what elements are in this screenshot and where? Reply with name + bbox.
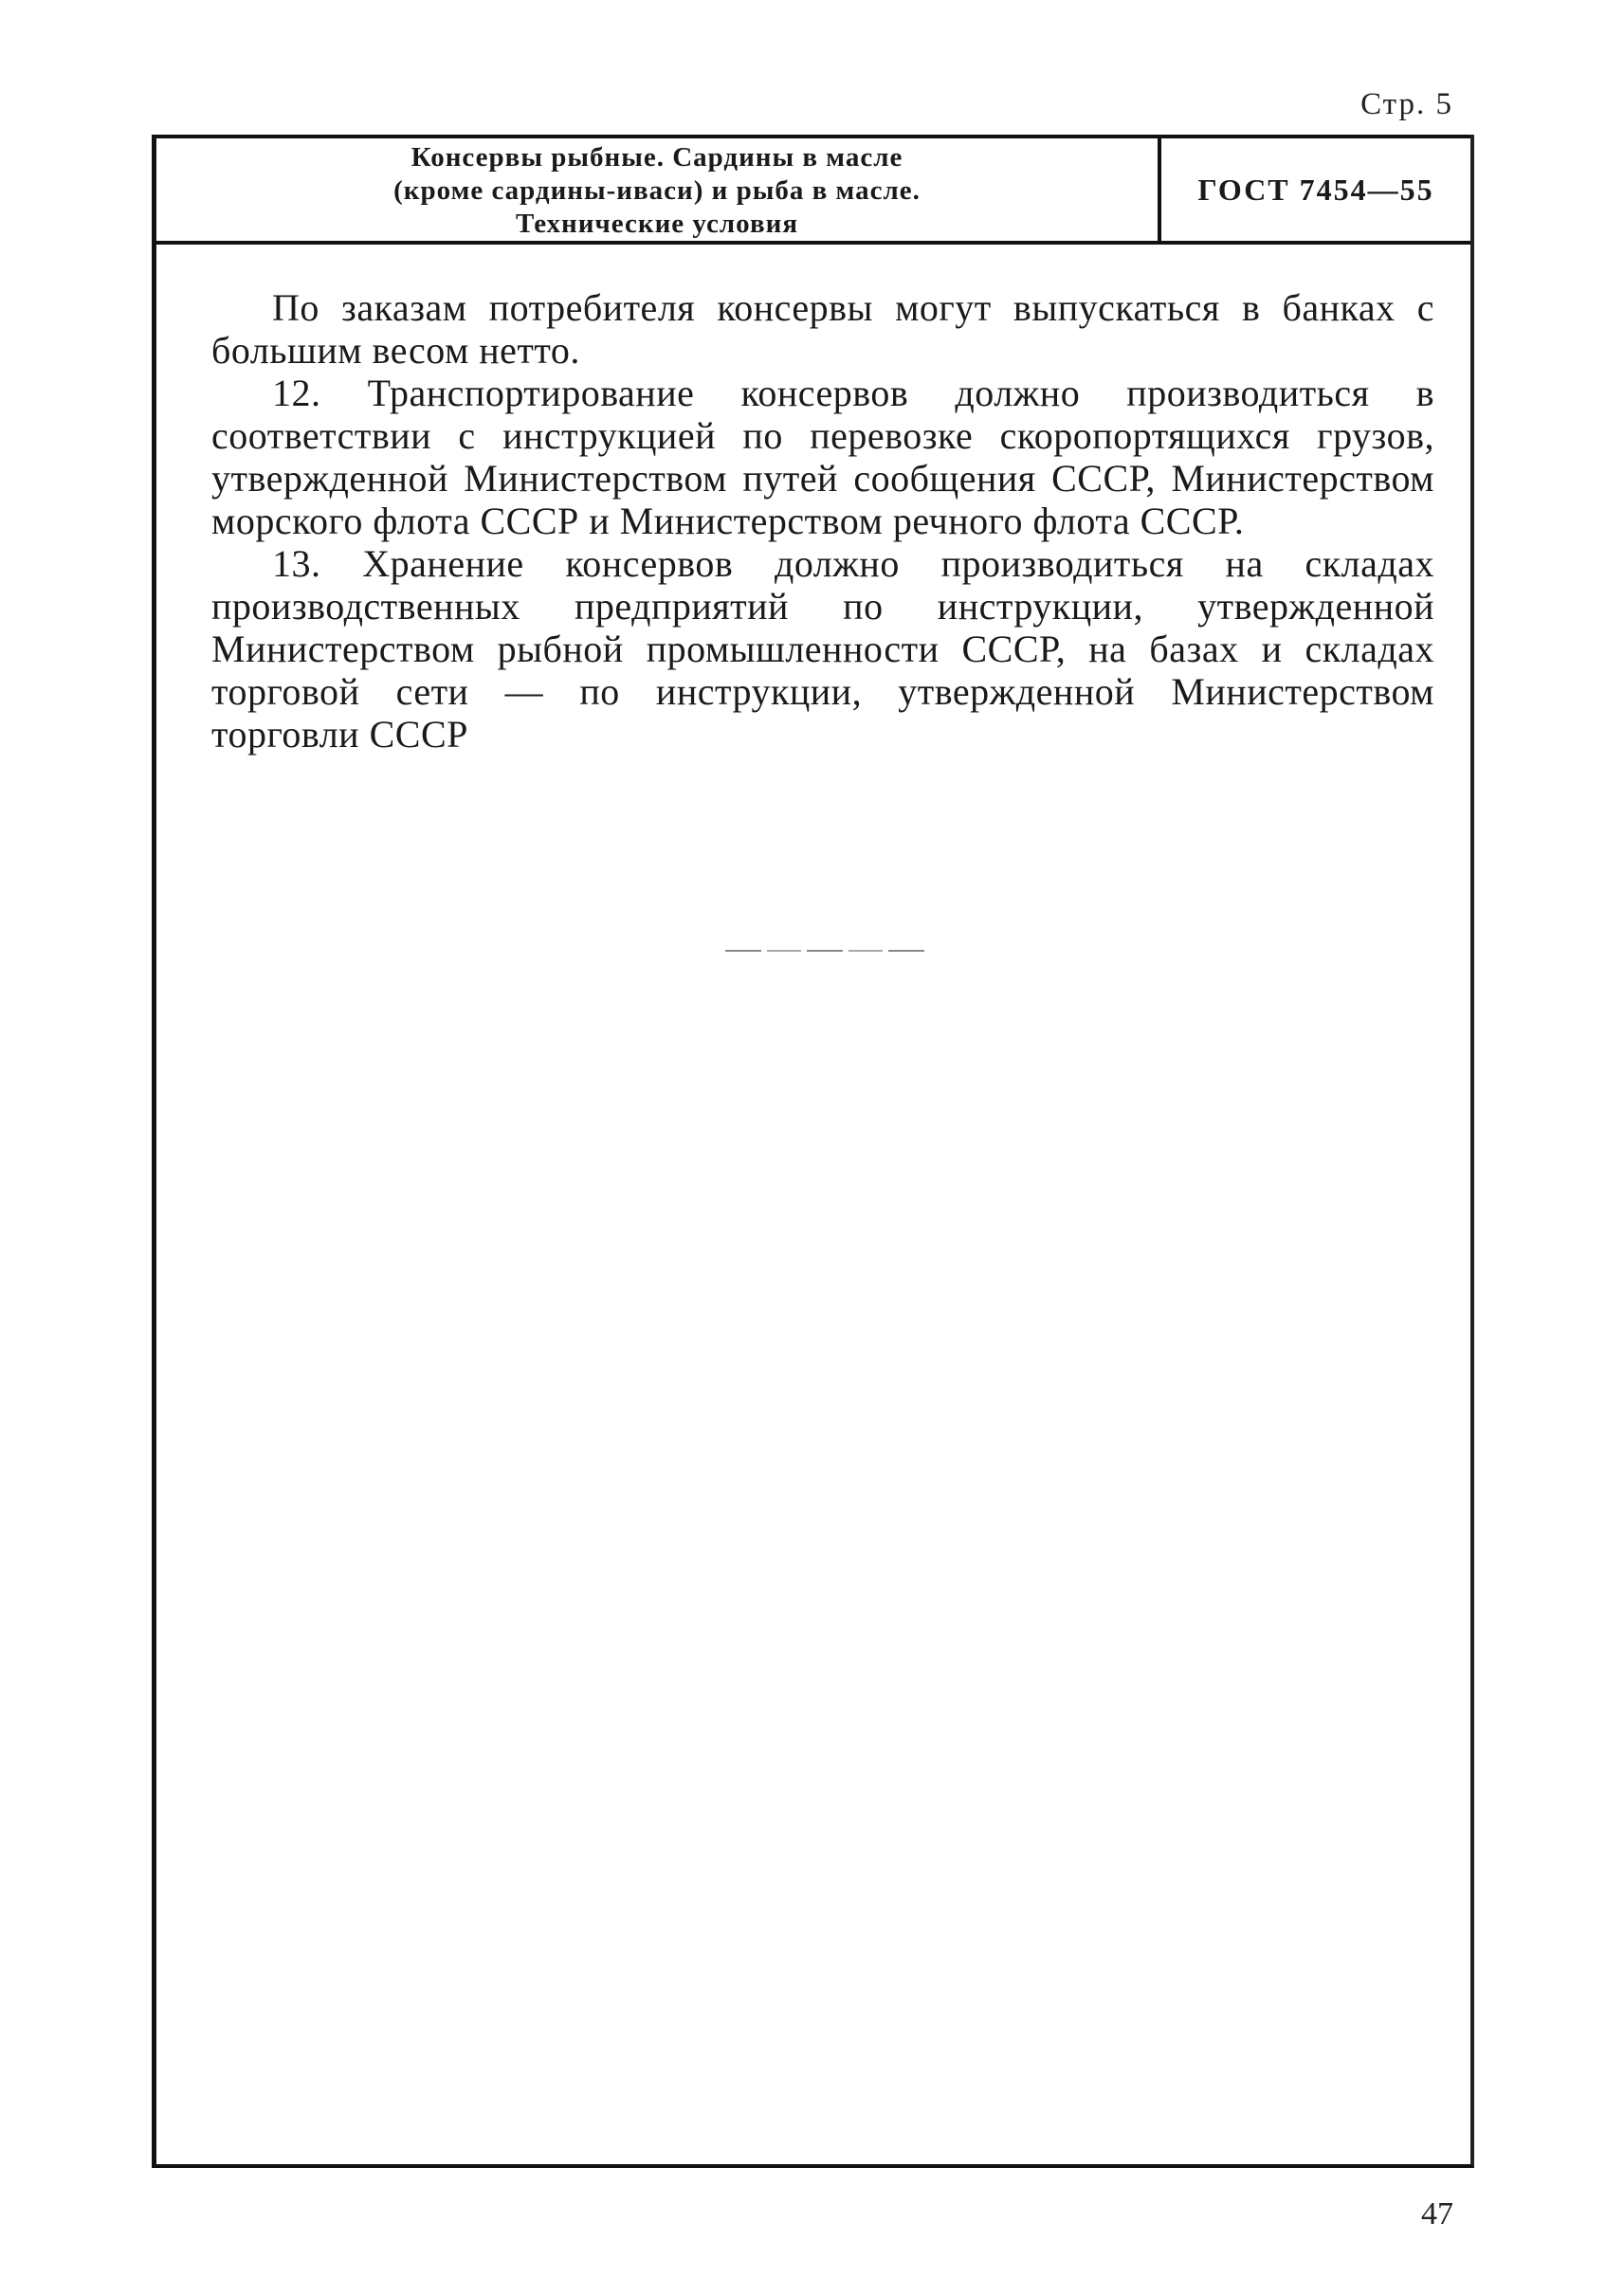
standard-title-line-1: Консервы рыбные. Сардины в масле xyxy=(411,141,903,173)
document-frame xyxy=(152,135,1474,2168)
standard-header xyxy=(156,135,1470,245)
paragraph-storage: 13. Хранение консервов должно производиться на складах производственных предприятий по инструкции, утвержденной Министерством рыбной промышленности СССР, на базах и складах торговой сети — по инструкции, утвержденной Министерством торговли СССР xyxy=(211,542,1434,756)
document-body xyxy=(211,286,1434,756)
standard-code: ГОСТ 7454—55 xyxy=(1197,172,1434,207)
standard-title xyxy=(156,138,1161,241)
standard-title-line-3: Технические условия xyxy=(515,208,799,239)
paragraph-transportation: 12. Транспортирование консервов должно производиться в соответствии с инструкцией по перевозке скоропортящихся грузов, утвержденной Министерством путей сообщения СССР, Министерством морского флота СССР и Министерством речного флота СССР. xyxy=(211,372,1434,542)
page-header-label: Стр. 5 xyxy=(1360,87,1453,121)
end-separator-line xyxy=(725,950,924,952)
paragraph-net-weight: По заказам потребителя консервы могут выпускаться в банках с большим весом нетто. xyxy=(211,286,1434,372)
standard-title-line-2: (кроме сардины-иваси) и рыба в масле. xyxy=(393,174,921,206)
page-number: 47 xyxy=(1421,2196,1453,2231)
